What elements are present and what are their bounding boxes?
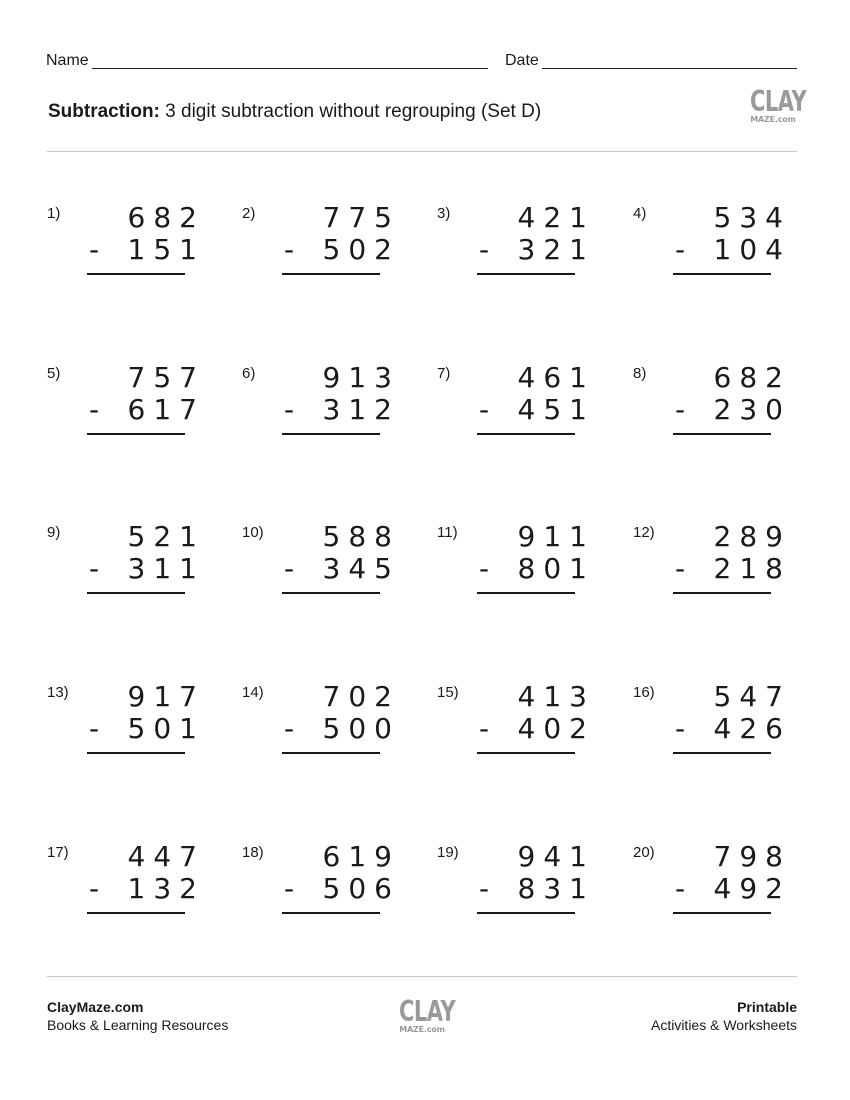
minuend: 917	[127, 680, 205, 713]
problem-number: 11)	[437, 524, 458, 541]
minus-sign: -	[284, 552, 295, 585]
answer-line[interactable]	[282, 752, 380, 754]
minuend: 413	[517, 680, 595, 713]
problem-number: 4)	[633, 205, 647, 222]
subtrahend: 801	[517, 552, 595, 585]
answer-line[interactable]	[673, 592, 771, 594]
problem-number: 6)	[242, 365, 256, 382]
answer-line[interactable]	[87, 752, 185, 754]
logo-line1: CLAY	[750, 85, 807, 118]
subtrahend: 312	[322, 393, 400, 426]
minus-sign: -	[89, 552, 100, 585]
footer-activities: Activities & Worksheets	[650, 1017, 797, 1033]
answer-line[interactable]	[282, 273, 380, 275]
problem-19	[437, 840, 595, 924]
problem-number: 19)	[437, 844, 459, 861]
minuend: 447	[127, 840, 205, 873]
minus-sign: -	[284, 393, 295, 426]
minus-sign: -	[675, 712, 686, 745]
subtrahend: 151	[127, 233, 205, 266]
footer-right	[651, 998, 797, 1034]
problem-10	[242, 520, 400, 604]
subtrahend: 500	[322, 712, 400, 745]
subtrahend: 501	[127, 712, 205, 745]
problem-number: 16)	[633, 684, 655, 701]
footer-divider	[47, 976, 797, 977]
answer-line[interactable]	[477, 273, 575, 275]
logo-line2: MAZE.com	[750, 115, 796, 124]
minuend: 757	[127, 361, 205, 394]
subtrahend: 218	[713, 552, 791, 585]
answer-line[interactable]	[477, 433, 575, 435]
problem-20	[633, 840, 791, 924]
problem-number: 9)	[47, 524, 61, 541]
problem-8	[633, 361, 791, 445]
name-field-line[interactable]	[92, 68, 488, 69]
problem-number: 2)	[242, 205, 256, 222]
title-bold: Subtraction:	[48, 101, 160, 122]
minus-sign: -	[479, 872, 490, 905]
subtrahend: 426	[713, 712, 791, 745]
minuend: 702	[322, 680, 400, 713]
problem-number: 14)	[242, 684, 264, 701]
date-field-line[interactable]	[542, 68, 797, 69]
minuend: 911	[517, 520, 595, 553]
minus-sign: -	[89, 393, 100, 426]
subtrahend: 402	[517, 712, 595, 745]
minuend: 461	[517, 361, 595, 394]
problem-17	[47, 840, 205, 924]
minuend: 547	[713, 680, 791, 713]
answer-line[interactable]	[282, 592, 380, 594]
footer-tagline: Books & Learning Resources	[47, 1017, 229, 1033]
answer-line[interactable]	[87, 592, 185, 594]
name-label: Name	[46, 52, 89, 69]
answer-line[interactable]	[477, 752, 575, 754]
answer-line[interactable]	[87, 912, 185, 914]
subtrahend: 132	[127, 872, 205, 905]
claymaze-logo-top	[750, 85, 807, 124]
subtrahend: 502	[322, 233, 400, 266]
minus-sign: -	[479, 233, 490, 266]
problem-7	[437, 361, 595, 445]
problem-number: 10)	[242, 524, 264, 541]
problem-11	[437, 520, 595, 604]
minuend: 941	[517, 840, 595, 873]
minus-sign: -	[479, 393, 490, 426]
header-divider	[47, 151, 797, 152]
answer-line[interactable]	[673, 433, 771, 435]
minus-sign: -	[89, 872, 100, 905]
subtrahend: 506	[322, 872, 400, 905]
problem-number: 15)	[437, 684, 459, 701]
answer-line[interactable]	[87, 433, 185, 435]
problem-12	[633, 520, 791, 604]
subtrahend: 345	[322, 552, 400, 585]
problem-number: 1)	[47, 205, 61, 222]
answer-line[interactable]	[282, 433, 380, 435]
claymaze-logo-footer	[399, 995, 456, 1034]
minuend: 775	[322, 201, 400, 234]
problem-5	[47, 361, 205, 445]
minuend: 682	[713, 361, 791, 394]
subtrahend: 104	[713, 233, 791, 266]
minus-sign: -	[89, 712, 100, 745]
problem-number: 18)	[242, 844, 264, 861]
worksheet-title	[48, 101, 541, 123]
minuend: 913	[322, 361, 400, 394]
minuend: 798	[713, 840, 791, 873]
minuend: 289	[713, 520, 791, 553]
minus-sign: -	[675, 872, 686, 905]
minuend: 619	[322, 840, 400, 873]
problem-number: 8)	[633, 365, 647, 382]
subtrahend: 451	[517, 393, 595, 426]
problem-6	[242, 361, 400, 445]
subtrahend: 492	[713, 872, 791, 905]
problem-13	[47, 680, 205, 764]
footer-site: ClayMaze.com	[47, 999, 144, 1015]
logo-line2: MAZE.com	[399, 1025, 445, 1034]
minuend: 421	[517, 201, 595, 234]
minus-sign: -	[284, 712, 295, 745]
problem-3	[437, 201, 595, 285]
answer-line[interactable]	[282, 912, 380, 914]
minuend: 521	[127, 520, 205, 553]
minuend: 588	[322, 520, 400, 553]
subtrahend: 617	[127, 393, 205, 426]
minus-sign: -	[479, 552, 490, 585]
subtrahend: 321	[517, 233, 595, 266]
footer-printable: Printable	[737, 999, 797, 1015]
minus-sign: -	[675, 552, 686, 585]
minus-sign: -	[284, 233, 295, 266]
footer-left	[47, 998, 228, 1034]
minus-sign: -	[89, 233, 100, 266]
problem-1	[47, 201, 205, 285]
answer-line[interactable]	[87, 273, 185, 275]
subtrahend: 230	[713, 393, 791, 426]
problem-number: 20)	[633, 844, 655, 861]
minus-sign: -	[479, 712, 490, 745]
minuend: 534	[713, 201, 791, 234]
problem-number: 7)	[437, 365, 451, 382]
subtrahend: 311	[127, 552, 205, 585]
problem-number: 5)	[47, 365, 61, 382]
minus-sign: -	[284, 872, 295, 905]
minuend: 682	[127, 201, 205, 234]
subtrahend: 831	[517, 872, 595, 905]
answer-line[interactable]	[673, 273, 771, 275]
problem-14	[242, 680, 400, 764]
title-rest: 3 digit subtraction without regrouping (Set D)	[165, 101, 542, 122]
answer-line[interactable]	[477, 912, 575, 914]
answer-line[interactable]	[477, 592, 575, 594]
problem-4	[633, 201, 791, 285]
problem-number: 17)	[47, 844, 69, 861]
logo-line1: CLAY	[399, 995, 456, 1028]
problem-number: 3)	[437, 205, 451, 222]
minus-sign: -	[675, 233, 686, 266]
date-label: Date	[505, 52, 539, 69]
problem-9	[47, 520, 205, 604]
problem-number: 12)	[633, 524, 655, 541]
answer-line[interactable]	[673, 912, 771, 914]
minus-sign: -	[675, 393, 686, 426]
problem-18	[242, 840, 400, 924]
problem-16	[633, 680, 791, 764]
problem-2	[242, 201, 400, 285]
problem-number: 13)	[47, 684, 69, 701]
problem-15	[437, 680, 595, 764]
answer-line[interactable]	[673, 752, 771, 754]
